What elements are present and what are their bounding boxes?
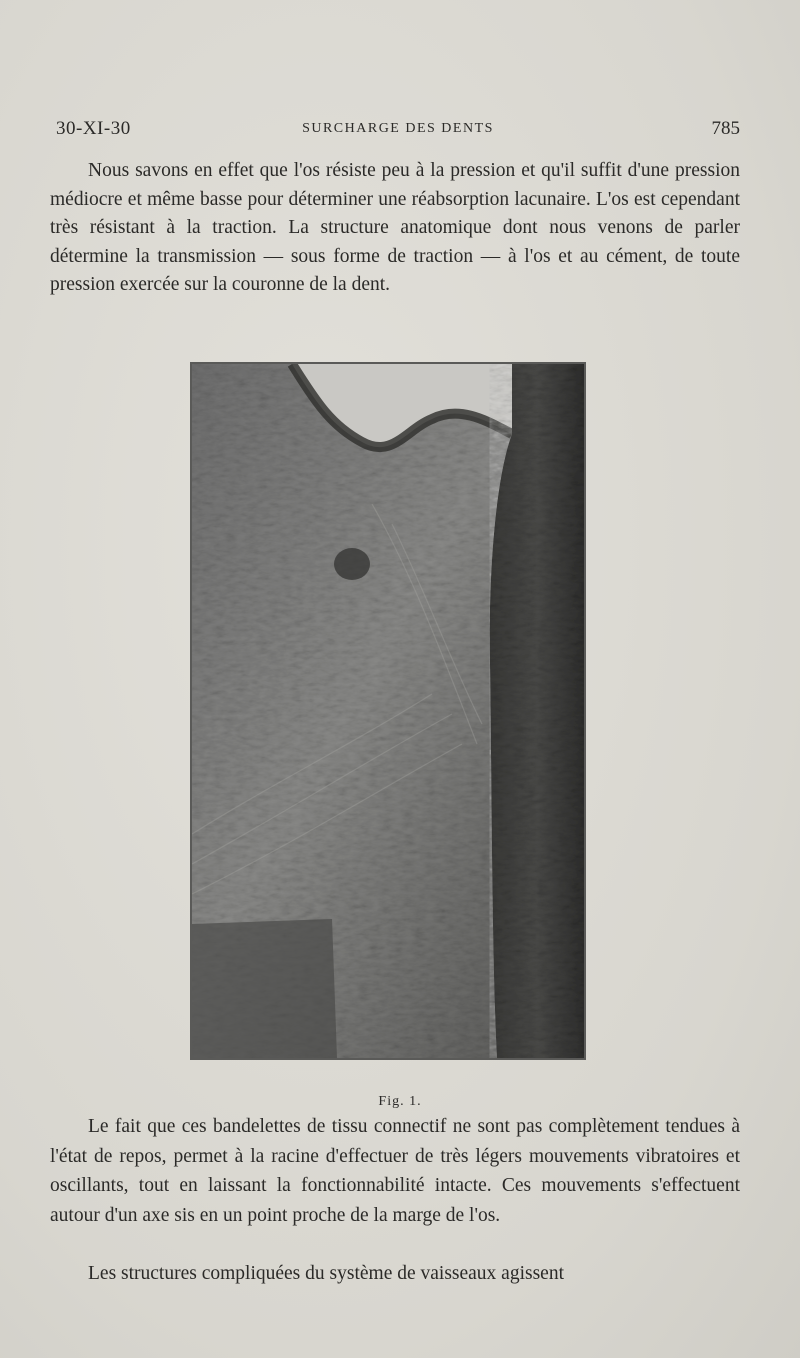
paragraph-3: Les structures compliquées du système de vaisseaux agissent — [88, 1263, 565, 1284]
header-title: SURCHARGE DES DENTS — [302, 121, 494, 136]
paragraph-2: Le fait que ces bandelettes de tissu connectif ne sont pas complètement tendues à l'état de repos, permet à la racine d'effectuer de très légers mouvements vibratoires et oscillants, tout en laissant la fonctionnabilité intacte. Ces mouvements s'effectuent autour d'un axe sis en un point proche de la marge de l'os. — [50, 1116, 740, 1226]
figure-caption: Fig. 1. — [378, 1094, 422, 1109]
page-number: 785 — [711, 118, 740, 139]
micrograph-image — [192, 364, 584, 1058]
running-head — [56, 118, 740, 142]
header-date: 30-XI-30 — [56, 118, 131, 139]
figure-micrograph — [190, 362, 586, 1060]
paragraph-1: Nous savons en effet que l'os résiste peu à la pression et qu'il suffit d'une pression médiocre et même basse pour déterminer une réabsorption lacunaire. L'os est cependant très résistant à la traction. La structure anatomique dont nous venons de parler détermine la transmission — sous forme de traction — à l'os et au cément, de toute pression exercée sur la couronne de la dent. — [50, 160, 740, 296]
